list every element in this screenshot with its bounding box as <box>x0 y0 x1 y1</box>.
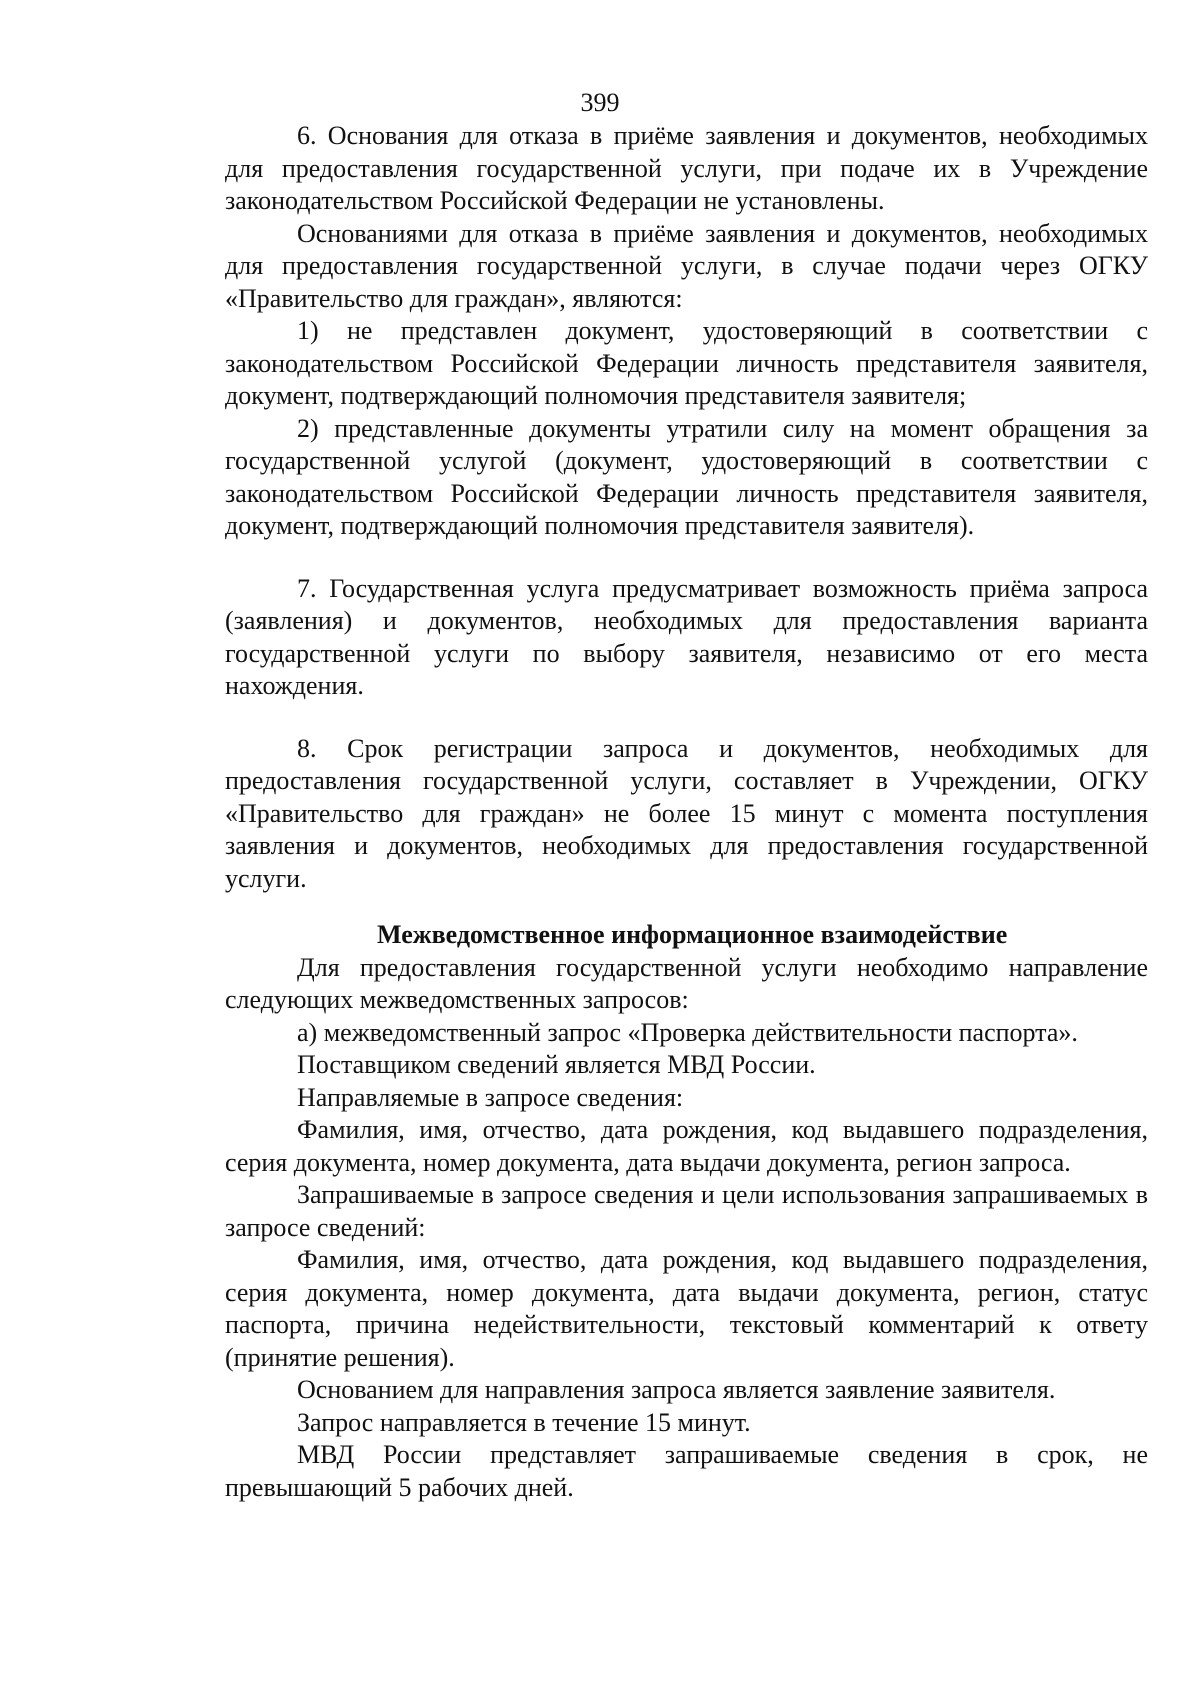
paragraph-requested-data: Фамилия, имя, отчество, дата рождения, код выдавшего подразделения, серия документа, номер документа, дата выдачи документа, регион, статус паспорта, причина недействительности, текстовый комментарий к ответу (принятие решения). <box>225 1245 1148 1372</box>
spacer <box>225 543 1148 573</box>
paragraph-6: 6. Основания для отказа в приёме заявления и документов, необходимых для предоставления государственной услуги, при подаче их в Учреждение законодательством Российской Федерации не установлены. <box>225 121 1148 215</box>
spacer <box>225 895 1148 919</box>
paragraph-7: 7. Государственная услуга предусматривает возможность приёма запроса (заявления) и документов, необходимых для предоставления варианта государственной услуги по выбору заявителя, независимо от его места нахождения. <box>225 573 1148 700</box>
paragraph-response-time: МВД России представляет запрашиваемые сведения в срок, не превышающий 5 рабочих дней. <box>225 1440 1148 1502</box>
paragraph-refusal-grounds: Основаниями для отказа в приёме заявления и документов, необходимых для предоставления государственной услуги, в случае подачи через ОГКУ «Правительство для граждан», являются: <box>225 218 1148 313</box>
paragraph-8: 8. Срок регистрации запроса и документов, необходимых для предоставления государственной услуги, составляет в Учреждении, ОГКУ «Правительство для граждан» не более 15 минут с момента поступления заявления и документов, необходимых для предоставления государственной услуги. <box>225 733 1148 893</box>
paragraph-refusal-item-2: 2) представленные документы утратили силу на момент обращения за государственной услугой (документ, удостоверяющий в соответствии с законодательством Российской Федерации личность представителя заявителя, документ, подтверждающий полномочия представителя заявителя). <box>225 413 1148 540</box>
document-body <box>225 120 1148 1504</box>
paragraph-interagency-intro: Для предоставления государственной услуги необходимо направление следующих межведомственных запросов: <box>225 952 1148 1014</box>
paragraph-request-time: Запрос направляется в течение 15 минут. <box>297 1407 751 1437</box>
paragraph-provider: Поставщиком сведений является МВД России. <box>297 1050 816 1079</box>
paragraph-sent-data: Фамилия, имя, отчество, дата рождения, код выдавшего подразделения, серия документа, номер документа, дата выдачи документа, регион запроса. <box>225 1115 1148 1177</box>
paragraph-basis: Основанием для направления запроса является заявление заявителя. <box>297 1375 1056 1404</box>
paragraph-refusal-item-1: 1) не представлен документ, удостоверяющий в соответствии с законодательством Российской Федерации личность представителя заявителя, документ, подтверждающий полномочия представителя заявителя; <box>225 316 1148 410</box>
section-heading: Межведомственное информационное взаимодействие <box>377 920 1008 949</box>
paragraph-requested-data-heading: Запрашиваемые в запросе сведения и цели использования запрашиваемых в запросе сведений: <box>225 1180 1148 1242</box>
paragraph-request-a: а) межведомственный запрос «Проверка действительности паспорта». <box>297 1017 1078 1047</box>
page-number: 399 <box>580 88 620 117</box>
spacer <box>225 703 1148 733</box>
paragraph-sent-data-heading: Направляемые в запросе сведения: <box>297 1082 684 1112</box>
